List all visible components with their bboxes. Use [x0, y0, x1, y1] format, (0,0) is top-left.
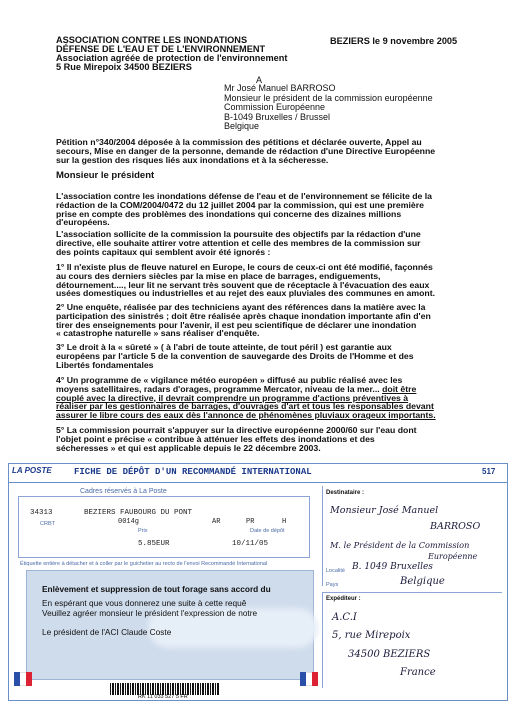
label-crbt: CRBT: [40, 521, 55, 527]
weight-value: 0014g: [118, 518, 140, 526]
recipient-hand-line: Monsieur José Manuel: [330, 505, 439, 516]
underlined-segment: doit être: [382, 383, 417, 394]
sender-header: [56, 36, 287, 72]
paragraph-line: européens par l'article 5 de la convention de sauvegarde des Droits de l'Homme et des: [56, 350, 414, 361]
subject: [56, 138, 466, 164]
closing-line: Veuillez agréer monsieur le président l'expression de notre: [42, 608, 258, 618]
header-line: 5 Rue Mirepoix 34500 BEZIERS: [56, 62, 192, 72]
recipient-line: Belgique: [224, 121, 260, 131]
header-line: ASSOCIATION CONTRE LES INONDATIONS: [56, 35, 248, 45]
recipient-prefix: A: [256, 75, 263, 85]
paragraph-line: participation des sinistrés ; doit être réalisée après chaque inondation importante afin d'en: [56, 310, 431, 321]
date-value: 10/11/05: [232, 540, 269, 548]
flag-icon: [300, 672, 318, 686]
paragraph-5: [56, 343, 466, 369]
sender-hand-line: France: [400, 667, 436, 678]
country-label: Pays: [326, 582, 339, 588]
recipient-line: Mr José Manuel BARROSO: [224, 83, 336, 93]
recipient-line: Commission Européenne: [224, 102, 326, 112]
hour-value: H: [282, 518, 287, 526]
subject-line: Pétition n°340/2004 déposée à la commission des pétitions et déclarée ouverte, Appel au: [56, 137, 422, 147]
form-number: 517: [482, 467, 496, 476]
underlined-line: couplé avec la directive, il devrait comprendre un programme d'actions préventives à: [56, 392, 409, 403]
recipient-hand-line: B. 1049 Bruxelles: [352, 562, 433, 572]
paragraph-line: Libertés fondamentales: [56, 359, 154, 370]
paragraph-6: [56, 376, 466, 420]
sender-hand-line: 5, rue Mirepoix: [332, 630, 411, 641]
underlined-line: réaliser par les gestionnaires de barrages, d'ouvrages d'art et tous les responsables devant: [56, 401, 434, 412]
paragraph-line: 4° Un programme de « vigilance météo européen » diffusé au public réalisé avec les: [56, 375, 403, 385]
la-poste-logo: LA POSTE: [12, 466, 52, 475]
paragraph-line: 2° Une enquête, réalisée par des techniciens ayant des références dans la matière avec la: [56, 302, 426, 312]
paragraph-line: rédaction de la COM/2004/0472 du 12 juillet 2004 par la commission, qui est une première: [56, 199, 424, 210]
paragraph-line: 5° La commission pourrait s'appuyer sur la directive européenne 2000/60 sur l'eau dont: [56, 425, 417, 435]
recipient-label: Destinataire :: [326, 490, 365, 496]
form-title: FICHE DE DÉPÔT D'UN RECOMMANDÉ INTERNATIONAL: [74, 467, 312, 477]
paragraph-line: sécheresses » et qui est applicable depuis le 22 décembre 2003.: [56, 442, 321, 453]
paragraph-line: l'objet point e précise « contribue à atténuer les effets des inondations et des: [56, 433, 375, 444]
paragraph-segment: moyens satellitaires, radars d'orages, programme Mercator, niveau de la mer...: [56, 383, 380, 394]
header-line: Association agréée de protection de l'environnement: [56, 53, 288, 63]
paragraph-line: usées domestiques ou industrielles et au rejet des eaux pluviales des communes en amont.: [56, 288, 435, 299]
pr-value: PR: [246, 518, 255, 526]
recipient-address: [224, 84, 433, 132]
paragraph-line: prise en compte des problèmes des inondations qui concerne des dizaines millions: [56, 208, 402, 219]
recipient-line: Monsieur le président de la commission européenne: [224, 92, 433, 103]
label-price: Prix: [138, 528, 148, 534]
subject-line: sur la gestion des risques liés aux inondations et à la sécheresse.: [56, 154, 329, 165]
underlined-line: assurer le libre cours des eaux dès l'annonce de phénomènes pluviaux orageux importants.: [56, 410, 436, 421]
recipient-hand-line: M. le Président de la Commission: [330, 540, 470, 550]
closing-line: En espérant que vous donnerez une suite à cette requê: [42, 598, 247, 608]
sender-label: Expéditeur :: [326, 596, 361, 602]
paragraph-line: des points capitaux qui semblent avoir été ignorés :: [56, 246, 271, 257]
header-line: DÉFENSE DE L'EAU ET DE L'ENVIRONNEMENT: [56, 44, 266, 54]
recipient-hand-line: Européenne: [428, 552, 478, 561]
paragraph-line: L'association contre les inondations défense de l'eau et de l'environnement se félicite de la: [56, 191, 433, 201]
letter-date: BEZIERS le 9 novembre 2005: [330, 36, 458, 46]
paragraph-7: [56, 426, 466, 452]
recipient-hand-line: BARROSO: [430, 521, 481, 532]
sender-hand-line: A.C.I: [332, 612, 357, 623]
paragraph-line: « catastrophe naturelle » sans réaliser d'enquête.: [56, 328, 260, 339]
paragraph-line: 1° Il n'existe plus de fleuve naturel en Europe, le cours de ceux-ci ont été modifié, façonnés: [56, 262, 433, 272]
paragraph-line: directive, elle souhaite attirer votre attention et celle des membres de la commission sur: [56, 237, 421, 248]
paragraph-line: détournement...., leur lit ne servant très souvent que de réceptacle à l'évacuation des eaux: [56, 279, 430, 290]
reserved-label: Cadres réservés à La Poste: [80, 488, 167, 495]
paragraph-line: tirer des enseignements pour l'avenir, il est peu scientifique de déclarer une inondation: [56, 319, 417, 330]
sender-hand-line: 34500 BEZIERS: [348, 649, 431, 660]
ar-value: AR: [212, 518, 221, 526]
closing-line: Enlèvement et suppression de tout forage sans accord du: [42, 584, 271, 594]
paragraph-line: 3° Le droit à la « sûreté » ( à l'abri de toute atteinte, de tout péril ) est garantie aux: [56, 342, 392, 352]
paragraph-1: [56, 192, 466, 227]
paragraph-2: [56, 230, 466, 256]
office-name: BEZIERS FAUBOURG DU PONT: [84, 509, 193, 517]
post-office-box: [18, 496, 310, 558]
barcode-number: RK 11 033 527 5 FR: [138, 694, 188, 700]
price-value: 5.85EUR: [138, 540, 170, 548]
detach-note: Étiquette entière à détacher et à coller par le guichetier au recto de l'envoi Recommandé International: [20, 561, 268, 567]
paragraph-4: [56, 303, 466, 338]
paragraph-line: L'association sollicite de la commission la poursuite des objectifs par la rédaction d'une: [56, 229, 421, 239]
paragraph-3: [56, 263, 466, 298]
office-code: 34313: [30, 509, 53, 517]
recipient-hand-line: Belgique: [400, 576, 445, 587]
label-date: Date de dépôt: [250, 528, 285, 534]
closing-line: Le président de l'ACI Claude Coste: [42, 627, 172, 637]
paragraph-line: au cours des derniers siècles par la mise en place de barrages, endiguements,: [56, 270, 381, 281]
recipient-line: B-1049 Bruxelles / Brussel: [224, 111, 331, 122]
locality-label: Localité: [326, 568, 345, 574]
flag-icon: [14, 672, 32, 686]
paragraph-line: d'européens.: [56, 217, 110, 228]
salutation: Monsieur le président: [56, 170, 155, 181]
subject-line: secours, Mise en danger de la personne, demande de rédaction d'une Directive Européenne: [56, 145, 436, 156]
